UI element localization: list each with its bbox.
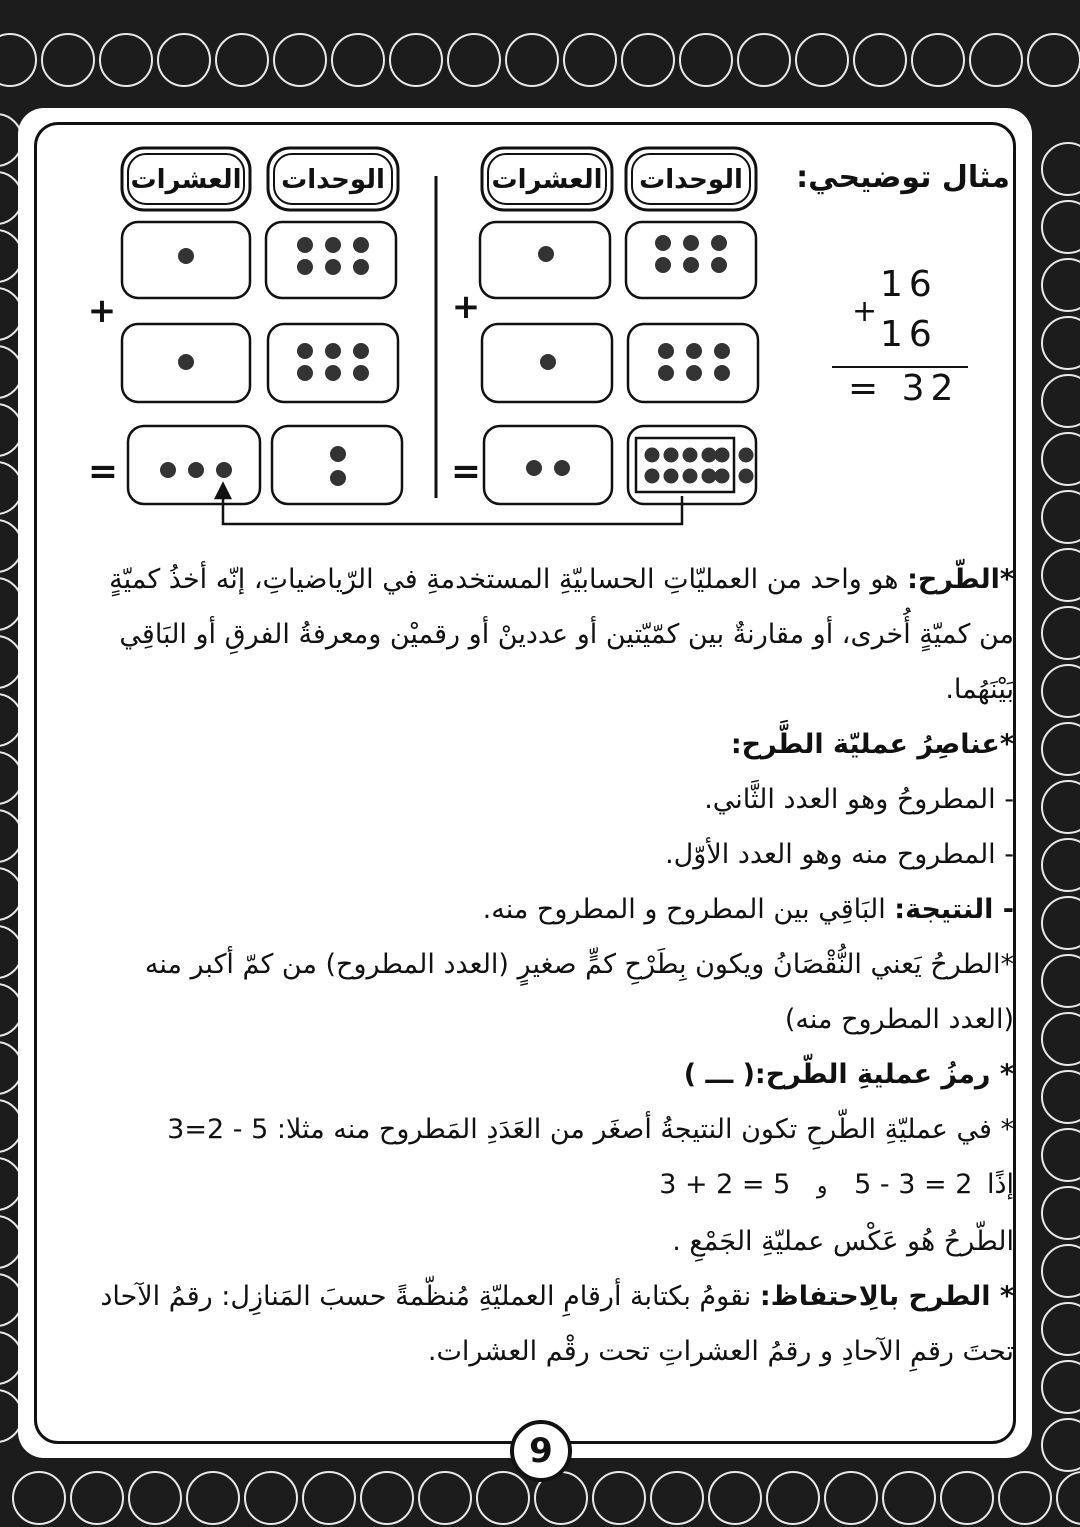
counter-dot bbox=[188, 462, 204, 478]
rule-equation-1: 5 - 3 = 2 bbox=[854, 1169, 973, 1200]
counter-dot bbox=[683, 448, 698, 463]
example-addend-2: 16 bbox=[880, 314, 938, 355]
page-number: 9 bbox=[510, 1420, 572, 1482]
counter-dot bbox=[664, 448, 679, 463]
counter-dot bbox=[325, 343, 341, 359]
rule-equation-2: 3 + 2 = 5 bbox=[659, 1169, 791, 1200]
elements-item-3-label: - النتيجة: bbox=[894, 894, 1014, 925]
counter-dot bbox=[297, 365, 313, 381]
counter-dot bbox=[702, 469, 717, 484]
counter-dot bbox=[686, 365, 702, 381]
symbol-heading: * رمزُ عمليةِ الطّرح:( ـــ ) bbox=[683, 1059, 1014, 1090]
rule-line-2 bbox=[64, 1157, 1014, 1214]
counter-dot bbox=[715, 448, 730, 463]
example-result: = 32 bbox=[848, 368, 960, 409]
meaning-line-2: (العدد المطروح منه) bbox=[784, 1004, 1014, 1035]
counter-dot bbox=[645, 469, 660, 484]
counter-dot bbox=[711, 235, 727, 251]
elements-item-1: - المطروحُ وهو العدد الثَّاني. bbox=[704, 784, 1014, 815]
rule-line-3: الطّرحُ هُو عَكْس عمليّةِ الجَمْعِ . bbox=[672, 1226, 1014, 1257]
counter-dot bbox=[739, 469, 754, 484]
right-equals-sign: = bbox=[450, 451, 482, 492]
counter-dot bbox=[683, 257, 699, 273]
elements-item-3-text: البَاقِي بين المطروح و المطروح منه. bbox=[482, 894, 895, 925]
counter-dot bbox=[178, 248, 194, 264]
counter-dot bbox=[658, 365, 674, 381]
counter-dot bbox=[353, 259, 369, 275]
left-units-label: الوحدات bbox=[281, 165, 385, 195]
counter-dot bbox=[178, 354, 194, 370]
counter-dot bbox=[658, 343, 674, 359]
counter-dot bbox=[216, 462, 232, 478]
counter-dot bbox=[353, 237, 369, 253]
counter-dot bbox=[297, 259, 313, 275]
counter-dot bbox=[330, 470, 346, 486]
right-plus-sign: + bbox=[451, 287, 481, 327]
elements-item-2: - المطروح منه وهو العدد الأوّل. bbox=[665, 839, 1014, 870]
left-units-box-2 bbox=[268, 324, 398, 402]
counter-dot bbox=[702, 448, 717, 463]
left-units-box-result bbox=[272, 426, 402, 504]
borrowing-term: * الطرح بالِاحتفاظ: bbox=[759, 1281, 1014, 1312]
elements-heading: *عناصِرُ عمليّة الطَّرح: bbox=[730, 729, 1014, 760]
counter-dot bbox=[353, 343, 369, 359]
counter-dot bbox=[655, 257, 671, 273]
rule-conjunction: و bbox=[816, 1174, 828, 1199]
left-header-units bbox=[268, 148, 398, 210]
right-header-tens bbox=[482, 148, 612, 210]
left-plus-sign: + bbox=[87, 291, 117, 331]
right-tens-label: العشرات bbox=[491, 165, 603, 195]
counter-dot bbox=[655, 235, 671, 251]
meaning-line-1: *الطرحُ يَعني النُّقْصَانُ ويكون بِطَرْحِ كمٍّ صغيرٍ (العدد المطروح) من كمّ أكبر منه bbox=[144, 949, 1014, 980]
borrowing-line-2: تحتَ رقمِ الآحادِ و رقمُ العشراتِ تحت رقْم العشرات. bbox=[427, 1336, 1014, 1367]
borrowing-line-1: نقومُ بكتابة أرقامِ العمليّةِ مُنظّمةً حسبَ المَنازِل: رقمُ الآحاد bbox=[100, 1281, 760, 1312]
example-plus: + bbox=[852, 294, 884, 329]
definition-line-1: هو واحد من العمليّاتِ الحسابيّةِ المستخدمةِ في الرّياضياتِ، إنّه أخذُ كميّةٍ bbox=[109, 564, 908, 595]
right-header-units bbox=[626, 148, 756, 210]
counter-dot bbox=[645, 448, 660, 463]
counter-dot bbox=[683, 469, 698, 484]
definition-line-2: من كميّةٍ أُخرى، أو مقارنةٌ بين كمّيّتين أو عددينْ أو رقميْن ومعرفةُ الفرقِ أو البَاقِي bbox=[119, 619, 1014, 650]
definition-paragraph bbox=[64, 552, 1014, 1379]
counter-dot bbox=[353, 365, 369, 381]
counter-dot bbox=[683, 235, 699, 251]
left-header-tens bbox=[122, 148, 250, 210]
counter-dot bbox=[714, 343, 730, 359]
counter-dot bbox=[297, 237, 313, 253]
counter-dot bbox=[715, 469, 730, 484]
counter-dot bbox=[686, 343, 702, 359]
counter-dot bbox=[160, 462, 176, 478]
counter-dot bbox=[664, 469, 679, 484]
left-tens-label: العشرات bbox=[130, 165, 242, 195]
example-addend-1: 16 bbox=[880, 264, 938, 305]
counter-dot bbox=[325, 259, 341, 275]
right-tens-box-result bbox=[484, 426, 612, 504]
counter-dot bbox=[526, 460, 542, 476]
counter-dot bbox=[540, 354, 556, 370]
counter-dot bbox=[711, 257, 727, 273]
counter-dot bbox=[325, 365, 341, 381]
counter-dot bbox=[538, 246, 554, 262]
definition-line-3: بَيْنَهُما. bbox=[945, 674, 1014, 705]
definition-term: *الطّرح: bbox=[907, 564, 1014, 595]
counter-dot bbox=[714, 365, 730, 381]
right-units-label: الوحدات bbox=[639, 165, 743, 195]
counter-dot bbox=[325, 237, 341, 253]
counter-dot bbox=[330, 446, 346, 462]
rule-line-1: * في عمليّةِ الطّرحِ تكون النتيجةُ أصغَر من العَدَدِ المَطروح منه مثلا: 5 - 2=3 bbox=[167, 1114, 1014, 1145]
counter-dot bbox=[297, 343, 313, 359]
example-title: مثال توضيحي: bbox=[796, 160, 1010, 195]
right-units-box-2 bbox=[628, 324, 758, 402]
left-equals-sign: = bbox=[87, 451, 119, 492]
rule-line-2-prefix: إذًا bbox=[986, 1169, 1014, 1200]
counter-dot bbox=[554, 460, 570, 476]
counter-dot bbox=[739, 448, 754, 463]
